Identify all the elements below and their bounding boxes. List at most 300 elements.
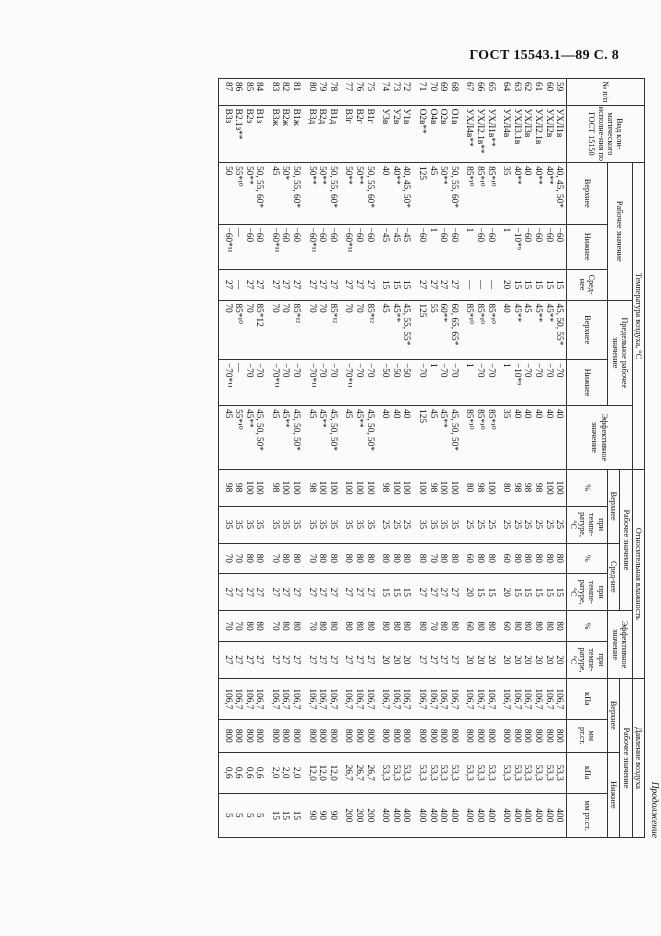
cell-line: В2г	[354, 108, 365, 124]
cell-eff	[266, 406, 303, 470]
cell-line: 80	[243, 621, 254, 631]
cell-line: 20	[390, 655, 401, 665]
cell-line: 45, 50, 55*	[554, 303, 565, 346]
cell-line: 45**	[317, 409, 328, 428]
cell-line: 0,6	[233, 766, 244, 779]
cell-line: 5	[243, 813, 254, 818]
cell-line: 45, 50, 50*	[291, 409, 302, 451]
cell-line: 25	[401, 519, 412, 530]
table-header	[567, 79, 645, 838]
cell-h-up-t	[266, 506, 303, 543]
cell-l-low	[303, 359, 340, 405]
cell-line: 45**	[438, 409, 449, 428]
cell-h-mid-t	[377, 574, 414, 611]
cell-line: 106,7	[427, 688, 438, 710]
cell-line: 60, 65, 65*	[448, 303, 459, 346]
cell-line: 800	[475, 728, 485, 743]
cell-p-low-k	[377, 752, 414, 793]
cell-line: 800	[317, 728, 328, 743]
cell-line: −70	[291, 362, 302, 378]
cell-line: 800	[522, 728, 533, 743]
cell-l-low	[498, 359, 567, 405]
cell-line: УХЛ1в	[554, 108, 565, 138]
cell-line: 86	[233, 82, 244, 92]
cell-line: 53,3	[438, 764, 449, 781]
cell-num	[340, 79, 377, 106]
cell-line: 25	[543, 519, 554, 530]
cell-w-mid	[218, 269, 266, 300]
cell-line: 25	[390, 519, 401, 530]
cell-line: 106,7	[364, 688, 375, 710]
cell-line: 40	[501, 303, 512, 313]
cell-line: 35	[280, 519, 291, 530]
cell-line: 35	[501, 166, 512, 176]
cell-line: 80	[291, 621, 302, 631]
cell-line: 80	[554, 553, 565, 564]
cell-line: 20	[501, 655, 512, 665]
cell-line: −70	[417, 362, 428, 378]
cell-line: 63	[511, 82, 522, 92]
cell-line: 20	[532, 655, 543, 665]
cell-line: 85*¹²	[364, 303, 375, 324]
cell-line: В2.1з**	[233, 108, 244, 140]
cell-line: 53,3	[464, 764, 475, 781]
cell-line: −60	[485, 227, 496, 243]
cell-line: 800	[343, 728, 354, 743]
cell-p-low-m	[377, 793, 414, 837]
cell-line: 45	[269, 166, 280, 176]
cell-line: 27	[222, 279, 233, 290]
cell-eff	[340, 406, 377, 470]
cell-line: 15	[401, 279, 412, 290]
cell-line: −10*⁹	[511, 362, 522, 386]
cell-h-mid-t	[340, 574, 377, 611]
cell-line: 100	[280, 480, 291, 495]
cell-h-eff-p	[340, 611, 377, 642]
cell-line: 400	[485, 808, 496, 823]
cell-line: 27	[317, 655, 328, 665]
cell-line: −60	[448, 227, 459, 243]
cell-line: 40	[511, 409, 522, 419]
cell-line: 15	[380, 587, 391, 597]
cell-line: 55	[427, 303, 438, 313]
cell-line: 98	[233, 483, 244, 493]
cell-line: 80	[254, 621, 265, 631]
cell-line: 15	[269, 810, 280, 821]
cell-h-up-p	[498, 469, 567, 506]
cell-l-up	[303, 300, 340, 359]
cell-p-up-m	[340, 719, 377, 752]
hum-upper-pct: %	[567, 469, 608, 506]
cell-eff	[461, 406, 498, 470]
cell-w-low	[340, 224, 377, 269]
cell-h-eff-p	[303, 611, 340, 642]
cell-line: 27	[417, 279, 428, 290]
cell-h-mid-t	[413, 574, 460, 611]
cell-line: 80	[317, 553, 328, 564]
cell-line: О2в	[438, 108, 449, 125]
cell-line: 106,7	[390, 688, 401, 710]
cell-line: 80	[364, 621, 375, 631]
cell-line: 50**	[317, 166, 328, 185]
cell-line: 73	[390, 82, 401, 92]
cell-line: 70	[222, 303, 233, 313]
cell-h-mid-p	[340, 543, 377, 574]
cell-line: 64	[501, 82, 512, 92]
cell-line: 65	[485, 82, 496, 92]
temp-limit-value: Предельное рабочее значение	[607, 300, 632, 406]
continuation-label: Продолжение	[649, 781, 659, 838]
cell-p-up-m	[498, 719, 567, 752]
cell-line: В2з	[243, 108, 254, 124]
cell-line: 35	[417, 519, 428, 530]
cell-line: В3ж	[269, 108, 280, 126]
cell-line: 80	[554, 621, 565, 631]
cell-line: 800	[254, 728, 265, 743]
cell-line: В2д	[317, 108, 328, 125]
cell-num	[377, 79, 414, 106]
cell-line: 1	[427, 227, 438, 233]
cell-line: 35	[354, 519, 365, 530]
cell-line: 85*¹⁰	[464, 409, 475, 430]
pressure-work-value: Рабочее значение	[620, 678, 632, 837]
cell-l-up	[461, 300, 498, 359]
cell-line: УХЛ3в	[522, 108, 533, 138]
cell-line: 27	[243, 587, 254, 597]
cell-line: 27	[306, 655, 317, 665]
cell-line: 400	[390, 808, 401, 823]
cell-line: 106,7	[280, 688, 291, 710]
cell-eff	[218, 406, 266, 470]
cell-line: 85*¹⁰	[485, 166, 496, 187]
cell-line: 80	[417, 553, 428, 564]
cell-line: 35	[448, 519, 459, 530]
cell-line: 27	[448, 587, 459, 597]
cell-line: 27	[427, 587, 438, 597]
cell-line: 45**	[511, 303, 522, 323]
cell-line: 27	[233, 587, 244, 597]
cell-line: 27	[254, 279, 265, 290]
cell-type	[303, 105, 340, 162]
cell-line: 15	[543, 279, 554, 290]
cell-line: 80	[327, 621, 338, 631]
cell-line: 15	[291, 810, 302, 821]
cell-line: −70	[554, 362, 565, 378]
cell-line: 70	[306, 303, 317, 313]
cell-line: 106,7	[254, 688, 265, 710]
cell-line: О1в	[448, 108, 459, 125]
cell-line: 15	[532, 279, 543, 290]
cell-w-low	[413, 224, 460, 269]
cell-line: 26,7	[343, 764, 354, 781]
cell-line: 1	[501, 362, 512, 368]
cell-line: 50**	[343, 166, 354, 185]
cell-line: 61	[532, 82, 543, 92]
cell-line: 800	[390, 728, 401, 743]
cell-line: 800	[543, 728, 554, 743]
cell-line: 27	[280, 655, 291, 665]
cell-line: 27	[306, 279, 317, 290]
cell-p-low-k	[218, 752, 266, 793]
cell-line: УХЛ4в**	[464, 108, 475, 147]
cell-line: 40**	[543, 166, 554, 185]
hum-mid-pct: %	[567, 543, 608, 574]
cell-h-eff-p	[218, 611, 266, 642]
cell-line: 35	[327, 519, 338, 530]
cell-line: 27	[327, 655, 338, 665]
cell-line: 40	[554, 409, 565, 419]
cell-p-up-m	[461, 719, 498, 752]
cell-line: 60	[501, 553, 512, 564]
cell-line: 76	[354, 82, 365, 92]
cell-line: 80	[448, 553, 459, 564]
cell-line: 15	[554, 587, 565, 597]
cell-line: 15	[511, 587, 522, 597]
cell-line: 106,7	[475, 688, 485, 710]
cell-line: 53,3	[522, 764, 533, 781]
cell-line: В1ж	[291, 108, 302, 126]
cell-line: 85*¹⁰	[485, 409, 496, 430]
cell-line: 45**	[243, 409, 254, 428]
cell-line: 800	[222, 728, 233, 743]
cell-line: 71	[417, 82, 428, 92]
cell-line: 100	[364, 480, 375, 495]
cell-line: 80	[543, 553, 554, 564]
cell-line: 400	[543, 808, 554, 823]
cell-l-up	[266, 300, 303, 359]
cell-line: 27	[448, 279, 459, 290]
cell-line: 70	[280, 303, 291, 313]
cell-line: 27	[222, 587, 233, 597]
pres-upper-kpa: кПа	[567, 678, 608, 719]
cell-p-low-k	[413, 752, 460, 793]
cell-line: −60	[543, 227, 554, 243]
cell-l-low	[413, 359, 460, 405]
cell-h-up-p	[461, 469, 498, 506]
cell-w-mid	[303, 269, 340, 300]
cell-h-mid-t	[461, 574, 498, 611]
cell-line: 82	[280, 82, 291, 92]
cell-line: 27	[280, 587, 291, 597]
cell-h-up-t	[218, 506, 266, 543]
cell-line: 70	[427, 621, 438, 631]
cell-line: 70	[222, 621, 233, 631]
pressure-lower: Нижнее	[607, 752, 619, 837]
cell-line: 106,7	[438, 688, 449, 710]
cell-line: −50	[380, 362, 391, 378]
cell-line: 106,7	[522, 688, 533, 710]
cell-line: 800	[280, 728, 291, 743]
cell-h-up-p	[413, 469, 460, 506]
cell-line: 106,7	[327, 688, 338, 710]
cell-line: 80	[380, 621, 391, 631]
cell-line: −70	[543, 362, 554, 378]
cell-line: 53,3	[380, 764, 391, 781]
cell-line: −70	[522, 362, 533, 378]
cell-h-eff-t	[413, 641, 460, 678]
cell-type	[461, 105, 498, 162]
cell-line: 45	[343, 409, 354, 419]
cell-line: −60	[327, 227, 338, 243]
cell-line: −60*¹¹	[306, 227, 317, 253]
cell-line: 40**	[390, 166, 401, 185]
cell-p-low-m	[461, 793, 498, 837]
cell-line: 400	[448, 808, 459, 823]
cell-line: 80	[485, 553, 496, 564]
cell-line: 50, 55, 60*	[254, 166, 265, 208]
cell-line: 100	[254, 480, 265, 495]
cell-line: О2в**	[417, 108, 428, 134]
cell-line: 20	[543, 655, 554, 665]
cell-line: 77	[343, 82, 354, 92]
cell-line: −60	[417, 227, 428, 243]
cell-line: 67	[464, 82, 475, 92]
cell-line: 800	[532, 728, 543, 743]
cell-line: 85*¹⁰	[475, 409, 485, 430]
cell-line: 20	[485, 655, 496, 665]
cell-line: 106,7	[291, 688, 302, 710]
cell-line: 85*¹⁰	[475, 166, 485, 187]
hum-upper-temp: при темпе-ратуре, °C	[567, 506, 608, 543]
climate-parameters-table	[218, 78, 645, 838]
cell-line: −70	[254, 362, 265, 378]
cell-line: 50**	[438, 166, 449, 185]
cell-line: 80	[354, 621, 365, 631]
cell-line: 35	[291, 519, 302, 530]
cell-line: 100	[485, 480, 496, 495]
cell-line: 15	[475, 587, 485, 597]
pres-upper-mmhg: мм рт.ст.	[567, 719, 608, 752]
cell-line: 74	[380, 82, 391, 92]
cell-line: 15	[390, 279, 401, 290]
cell-line: 400	[380, 808, 391, 823]
cell-line: 27	[317, 279, 328, 290]
cell-line: 2,0	[280, 766, 291, 779]
cell-line: 40	[401, 409, 412, 419]
cell-line: 80	[343, 553, 354, 564]
cell-line: 800	[291, 728, 302, 743]
cell-line: 27	[269, 279, 280, 290]
cell-line: 45	[269, 409, 280, 419]
cell-line: 400	[438, 808, 449, 823]
cell-line: 53,3	[532, 764, 543, 781]
cell-line: 106,7	[233, 688, 244, 710]
cell-w-up	[377, 163, 414, 225]
cell-line: В1г	[364, 108, 375, 124]
cell-line: 80	[532, 621, 543, 631]
cell-h-mid-p	[377, 543, 414, 574]
cell-line: 125	[417, 303, 428, 318]
cell-line: 800	[417, 728, 428, 743]
cell-line: В1д	[327, 108, 338, 125]
cell-l-up	[218, 300, 266, 359]
cell-line: 800	[243, 728, 254, 743]
cell-p-low-m	[340, 793, 377, 837]
cell-line: 12,0	[327, 764, 338, 781]
cell-num	[413, 79, 460, 106]
cell-w-up	[461, 163, 498, 225]
cell-l-up	[498, 300, 567, 359]
cell-line: 106,7	[343, 688, 354, 710]
cell-line: 70	[354, 303, 365, 313]
cell-w-mid	[377, 269, 414, 300]
cell-line: 27	[254, 587, 265, 597]
cell-line: 70	[233, 621, 244, 631]
cell-line: 50	[222, 166, 233, 176]
cell-line: −70	[354, 362, 365, 378]
cell-line: 106,7	[485, 688, 496, 710]
cell-line: −50	[401, 362, 412, 378]
cell-type	[340, 105, 377, 162]
cell-line: 400	[532, 808, 543, 823]
cell-line: 0,6	[243, 766, 254, 779]
col-climate-type: Вид кли-матического исполне-ния по ГОСТ 15150	[567, 105, 645, 162]
hum-eff-pct: %	[567, 611, 608, 642]
cell-line: 40	[522, 166, 533, 176]
cell-line: 98	[427, 483, 438, 493]
cell-w-up	[413, 163, 460, 225]
cell-line: 15	[532, 587, 543, 597]
cell-p-up-k	[377, 678, 414, 719]
cell-line: 40	[522, 409, 533, 419]
cell-line: −60	[291, 227, 302, 243]
cell-line: 27	[243, 279, 254, 290]
cell-line: 80	[438, 553, 449, 564]
cell-h-eff-p	[413, 611, 460, 642]
cell-line: 66	[475, 82, 485, 92]
cell-line: 40, 45, 50*	[401, 166, 412, 208]
cell-line: 70	[222, 553, 233, 564]
cell-line: 70	[317, 303, 328, 313]
cell-line: 70	[233, 553, 244, 564]
cell-line: 80	[485, 621, 496, 631]
cell-line: −60	[532, 227, 543, 243]
temp-work-lower: Нижнее	[567, 224, 608, 269]
cell-line: 75	[364, 82, 375, 92]
cell-line: 2,0	[269, 766, 280, 779]
cell-line: 800	[511, 728, 522, 743]
cell-line: 25	[485, 519, 496, 530]
cell-line: 27	[417, 655, 428, 665]
cell-line: 100	[448, 480, 459, 495]
cell-line: 50**	[306, 166, 317, 185]
cell-line: 45**	[390, 303, 401, 323]
cell-line: −70	[364, 362, 375, 378]
cell-line: 80	[327, 553, 338, 564]
cell-line: 40	[390, 409, 401, 419]
cell-line: 100	[390, 480, 401, 495]
cell-line: −60	[354, 227, 365, 243]
cell-h-eff-t	[340, 641, 377, 678]
cell-line: 25	[501, 519, 512, 530]
temp-work-upper: Верхнее	[567, 163, 608, 225]
cell-line: 400	[417, 808, 428, 823]
cell-l-low	[377, 359, 414, 405]
humidity-mid: Сред-нее	[607, 543, 619, 611]
cell-line: −70	[280, 362, 291, 378]
cell-l-up	[377, 300, 414, 359]
cell-line: 100	[554, 480, 565, 495]
cell-line: 106,7	[448, 688, 459, 710]
pres-lower-mmhg: мм рт.ст.	[567, 793, 608, 837]
cell-line: 40	[543, 409, 554, 419]
cell-p-up-m	[413, 719, 460, 752]
cell-line: 27	[448, 655, 459, 665]
cell-line: 800	[401, 728, 412, 743]
cell-line: 27	[364, 279, 375, 290]
cell-line: 15	[380, 279, 391, 290]
cell-line: 20	[401, 655, 412, 665]
